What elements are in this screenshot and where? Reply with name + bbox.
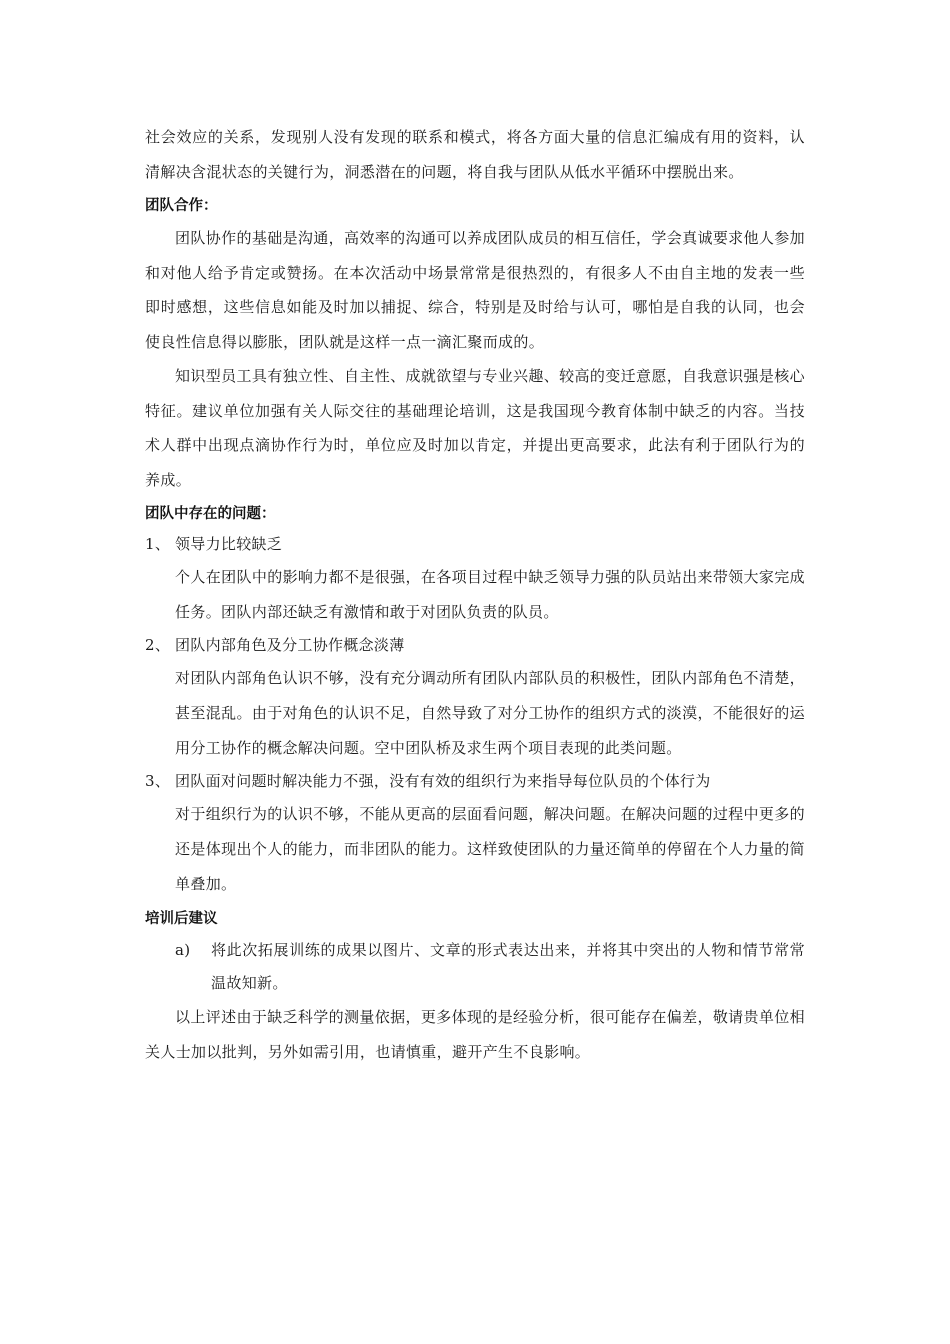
problem-item-title-text: 领导力比较缺乏	[175, 535, 283, 553]
suggestion-text: 将此次拓展训练的成果以图片、文章的形式表达出来，并将其中突出的人物和情节常常温故知新。	[211, 941, 805, 992]
suggestions-heading: 培训后建议	[145, 911, 218, 927]
intro-paragraph: 社会效应的关系，发现别人没有发现的联系和模式，将各方面大量的信息汇编成有用的资料，认清解决含混状态的关键行为，洞悉潜在的问题，将自我与团队从低水平循环中摆脱出来。	[145, 128, 805, 181]
problem-item-3-body: 对于组织行为的认识不够，不能从更高的层面看问题，解决问题。在解决问题的过程中更多的还是体现出个人的能力，而非团队的能力。这样致使团队的力量还简单的停留在个人力量的简单叠加。	[175, 805, 805, 893]
teamwork-paragraph-1: 团队协作的基础是沟通，高效率的沟通可以养成团队成员的相互信任，学会真诚要求他人参加和对他人给予肯定或赞扬。在本次活动中场景常常是很热烈的，有很多人不由自主地的发表一些即时感想，这些信息如能及时加以捕捉、综合，特别是及时给与认可，哪怕是自我的认同，也会使良性信息得以膨胀，团队就是这样一点一滴汇聚而成的。	[145, 229, 805, 351]
problem-item-number: 1、	[145, 535, 171, 553]
problem-item-number: 2、	[145, 636, 171, 654]
problem-item-3-title	[145, 766, 805, 797]
problem-item-2-body: 对团队内部角色认识不够，没有充分调动所有团队内部队员的积极性，团队内部角色不清楚，甚至混乱。由于对角色的认识不足，自然导致了对分工协作的组织方式的淡漠，不能很好的运用分工协作的概念解决问题。空中团队桥及求生两个项目表现的此类问题。	[175, 669, 805, 757]
closing-paragraph: 以上评述由于缺乏科学的测量依据，更多体现的是经验分析，很可能存在偏差，敬请贵单位相关人士加以批判，另外如需引用，也请慎重，避开产生不良影响。	[145, 1008, 805, 1061]
problem-item-2-title	[145, 630, 805, 661]
problem-item-number: 3、	[145, 772, 171, 790]
problems-heading: 团队中存在的问题：	[145, 506, 276, 522]
problem-item-1-title	[145, 529, 805, 560]
teamwork-paragraph-2: 知识型员工具有独立性、自主性、成就欲望与专业兴趣、较高的变迁意愿，自我意识强是核心特征。建议单位加强有关人际交往的基础理论培训，这是我国现今教育体制中缺乏的内容。当技术人群中出现点滴协作行为时，单位应及时加以肯定，并提出更高要求，此法有利于团队行为的养成。	[145, 367, 805, 489]
problem-item-title-text: 团队面对问题时解决能力不强，没有有效的组织行为来指导每位队员的个体行为	[175, 772, 711, 790]
suggestion-item-a	[145, 934, 805, 1000]
document-page	[145, 120, 805, 1069]
teamwork-heading: 团队合作：	[145, 198, 218, 214]
suggestion-marker: a)	[175, 941, 191, 959]
problem-item-title-text: 团队内部角色及分工协作概念淡薄	[175, 636, 405, 654]
problem-item-1-body: 个人在团队中的影响力都不是很强，在各项目过程中缺乏领导力强的队员站出来带领大家完成任务。团队内部还缺乏有激情和敢于对团队负责的队员。	[175, 568, 805, 621]
